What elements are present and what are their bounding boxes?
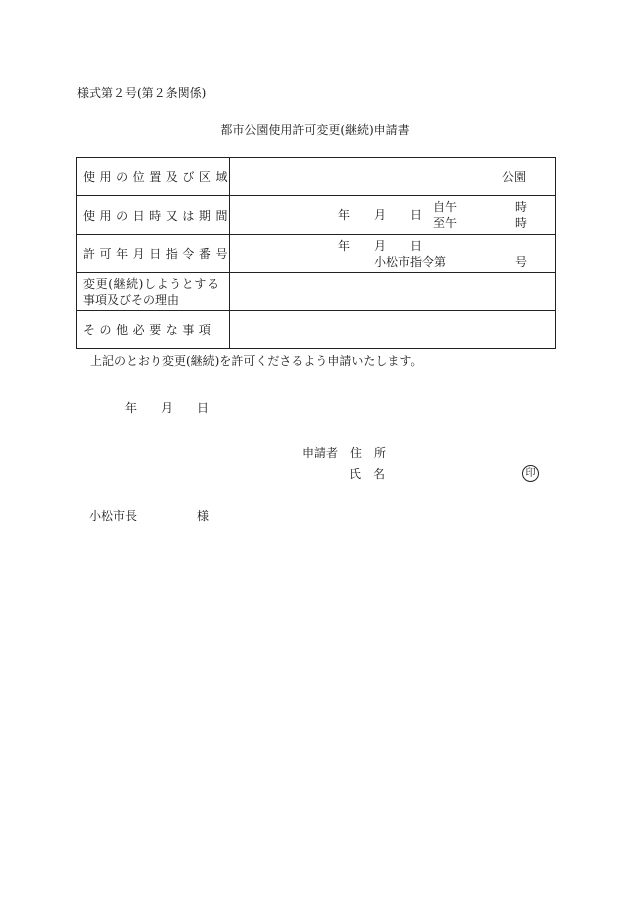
change-reason-label-line1: 変更(継続)しようとする: [83, 276, 220, 291]
table-row-change-reason: [77, 273, 556, 311]
to-noon-text: 至午: [433, 216, 458, 230]
period-label: 使用の日時又は期間: [83, 208, 233, 223]
hour-to: 時: [515, 216, 528, 230]
permit-year: 年: [338, 239, 351, 253]
form-number: 様式第２号(第２条関係): [77, 86, 207, 100]
change-reason-value-cell: [230, 273, 556, 311]
table-row-permit: [77, 235, 556, 273]
change-reason-label: [77, 276, 229, 308]
permit-month: 月: [374, 239, 387, 253]
label-cell: [77, 311, 230, 349]
application-form-table: [76, 157, 556, 349]
table-row-other: [77, 311, 556, 349]
seal-icon: 印: [522, 465, 539, 482]
label-cell: [77, 273, 230, 311]
period-value-cell: [230, 196, 556, 235]
label-cell: [77, 196, 233, 235]
directive-suffix: 号: [515, 255, 528, 269]
table-row-period: [77, 196, 556, 235]
permit-label: 許可年月日指令番号: [83, 247, 233, 261]
application-date: 年 月 日: [125, 401, 210, 415]
period-month: 月: [374, 208, 387, 222]
permit-value-cell: [230, 235, 556, 273]
applicant-address-label: 申請者 住 所: [302, 446, 387, 460]
label-cell: [77, 158, 233, 196]
other-value-cell: [230, 311, 556, 349]
other-label: その他必要な事項: [83, 323, 216, 337]
location-label: 使用の位置及び区域: [83, 170, 233, 184]
hour-from: 時: [515, 200, 528, 214]
permit-day: 日: [410, 239, 423, 253]
addressee: 小松市長 様: [89, 509, 210, 523]
document-title: 都市公園使用許可変更(継続)申請書: [220, 123, 410, 137]
table-row-location: [77, 158, 556, 196]
change-reason-label-line2: 事項及びその理由: [83, 292, 180, 307]
directive-prefix: 小松市指令第: [374, 255, 447, 269]
period-day: 日: [410, 208, 423, 222]
closing-sentence: 上記のとおり変更(継続)を許可くださるよう申請いたします。: [90, 354, 423, 368]
from-noon-text: 自午: [433, 200, 458, 214]
label-cell: [77, 235, 233, 273]
period-year: 年: [338, 208, 351, 222]
park-suffix: 公園: [502, 170, 527, 184]
location-value-cell: [230, 158, 556, 196]
applicant-name-label: 氏 名: [349, 467, 386, 481]
